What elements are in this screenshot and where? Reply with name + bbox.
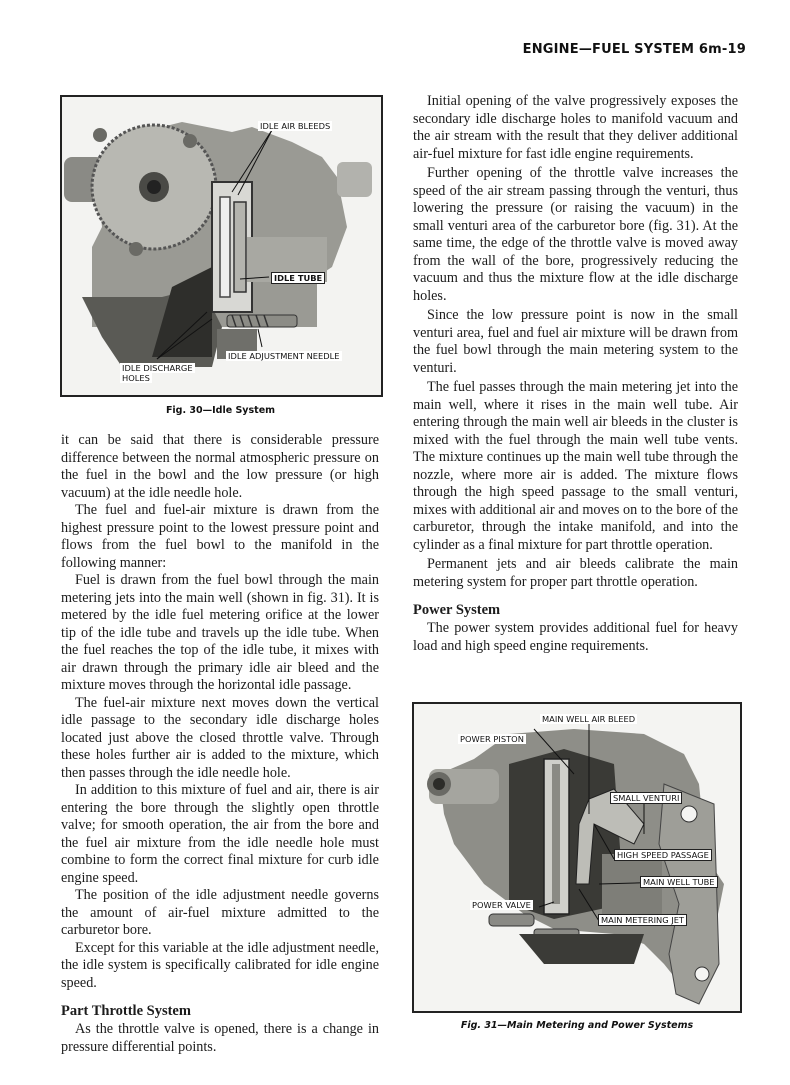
paragraph: Further opening of the throttle valve increases the speed of the air stream passing through the venturi, thus lowering the pressure (or raising the vacuum) in the small venturi area of the carburetor bore (fig. 31). At the same time, the edge of the throttle valve is moved away from the wall of the bore, progressively reducing the vacuum and thus the mixture flow at the idle discharge holes.: [413, 165, 738, 304]
figure-30-caption: Fig. 30—Idle System: [165, 405, 276, 416]
paragraph: The fuel and fuel-air mixture is drawn from the highest pressure point to the lowest pressure point and flows from the fuel bowl to the manifold in the following manner:: [61, 502, 379, 571]
label-power-valve: POWER VALVE: [472, 900, 531, 910]
label-main-well-air-bleed: MAIN WELL AIR BLEED: [542, 714, 636, 724]
left-column-text: [61, 432, 379, 1056]
paragraph: The position of the idle adjustment needle governs the amount of air-fuel mixture admitted to the carburetor bore.: [61, 887, 379, 938]
figure-31-main-metering-photo: [412, 702, 742, 1013]
figure-31-caption: Fig. 31—Main Metering and Power Systems: [460, 1020, 694, 1031]
paragraph: Since the low pressure point is now in the small venturi area, fuel and fuel air mixture will be drawn from the fuel bowl through the main metering system to the venturi.: [413, 307, 739, 376]
label-main-metering-jet: MAIN METERING JET: [598, 914, 687, 926]
paragraph: The fuel-air mixture next moves down the vertical idle passage to the secondary idle discharge holes located just above the closed throttle valve. Through these holes further air is added to the mixture, which then passes through the idle needle hole.: [61, 694, 379, 781]
paragraph: Fuel is drawn from the fuel bowl through the main metering jets into the main well (shown in fig. 31). It is metered by the idle fuel metering orifice at the lower tip of the idle tube and travels up the idle tube. When the fuel reaches the top of the idle tube, it mixes with air drawn through the primary idle air bleed and the mixture moves through the horizontal idle passage.: [61, 572, 379, 693]
label-small-venturi: SMALL VENTURI: [610, 792, 682, 804]
paragraph: it can be said that there is considerable pressure difference between the normal atmospheric pressure on the fuel in the bowl and the low pressure (or high vacuum) at the idle needle hole.: [61, 432, 379, 501]
label-idle-discharge-holes-line1: IDLE DISCHARGE: [122, 363, 193, 373]
section-heading-part-throttle-system: Part Throttle System: [61, 1003, 191, 1019]
paragraph: Permanent jets and air bleeds calibrate the main metering system for proper part throttle operation.: [413, 556, 738, 590]
label-high-speed-passage: HIGH SPEED PASSAGE: [614, 849, 712, 861]
paragraph: As the throttle valve is opened, there is a change in pressure differential points.: [61, 1021, 379, 1055]
section-heading-power-system: Power System: [413, 602, 501, 618]
label-idle-air-bleeds: IDLE AIR BLEEDS: [260, 121, 331, 131]
paragraph: The power system provides additional fuel for heavy load and high speed engine requirements.: [413, 620, 738, 654]
paragraph: Initial opening of the valve progressively exposes the secondary idle discharge holes to manifold vacuum and the air stream with the result that they deliver additional air-fuel mixture for fast idle engine requirements.: [413, 93, 738, 162]
running-head: ENGINE—FUEL SYSTEM 6m-19: [522, 42, 746, 57]
label-idle-discharge-holes-line2: HOLES: [122, 373, 150, 383]
paragraph: In addition to this mixture of fuel and air, there is air entering the bore through the slightly open throttle valve; for smooth operation, the air from the bore and the fuel air mixture from the idle needle hole must combine to form the correct final mixture for curb idle engine speed.: [61, 782, 379, 886]
label-idle-tube: IDLE TUBE: [271, 272, 325, 284]
figure-30-idle-system-photo: [60, 95, 383, 397]
right-column-text: [413, 93, 738, 655]
label-main-well-tube: MAIN WELL TUBE: [640, 876, 718, 888]
label-power-piston: POWER PISTON: [460, 734, 524, 744]
paragraph: Except for this variable at the idle adjustment needle, the idle system is specifically calibrated for idle engine speed.: [61, 939, 379, 991]
paragraph: The fuel passes through the main metering jet into the main well, where it rises in the main well tube. Air entering through the main well air bleeds in the cluster is mixed with the fuel through the main well tube vents. The mixture continues up the main well tube through the nozzle, where more air is added. The mixture flows through the high speed passage to the small venturi, mixes with additional air and moves on to the bore of the carburetor, through the intake manifold, and into the cylinder as a final mixture for part throttle operation.: [413, 379, 738, 553]
label-idle-adjustment-needle: IDLE ADJUSTMENT NEEDLE: [228, 351, 340, 361]
